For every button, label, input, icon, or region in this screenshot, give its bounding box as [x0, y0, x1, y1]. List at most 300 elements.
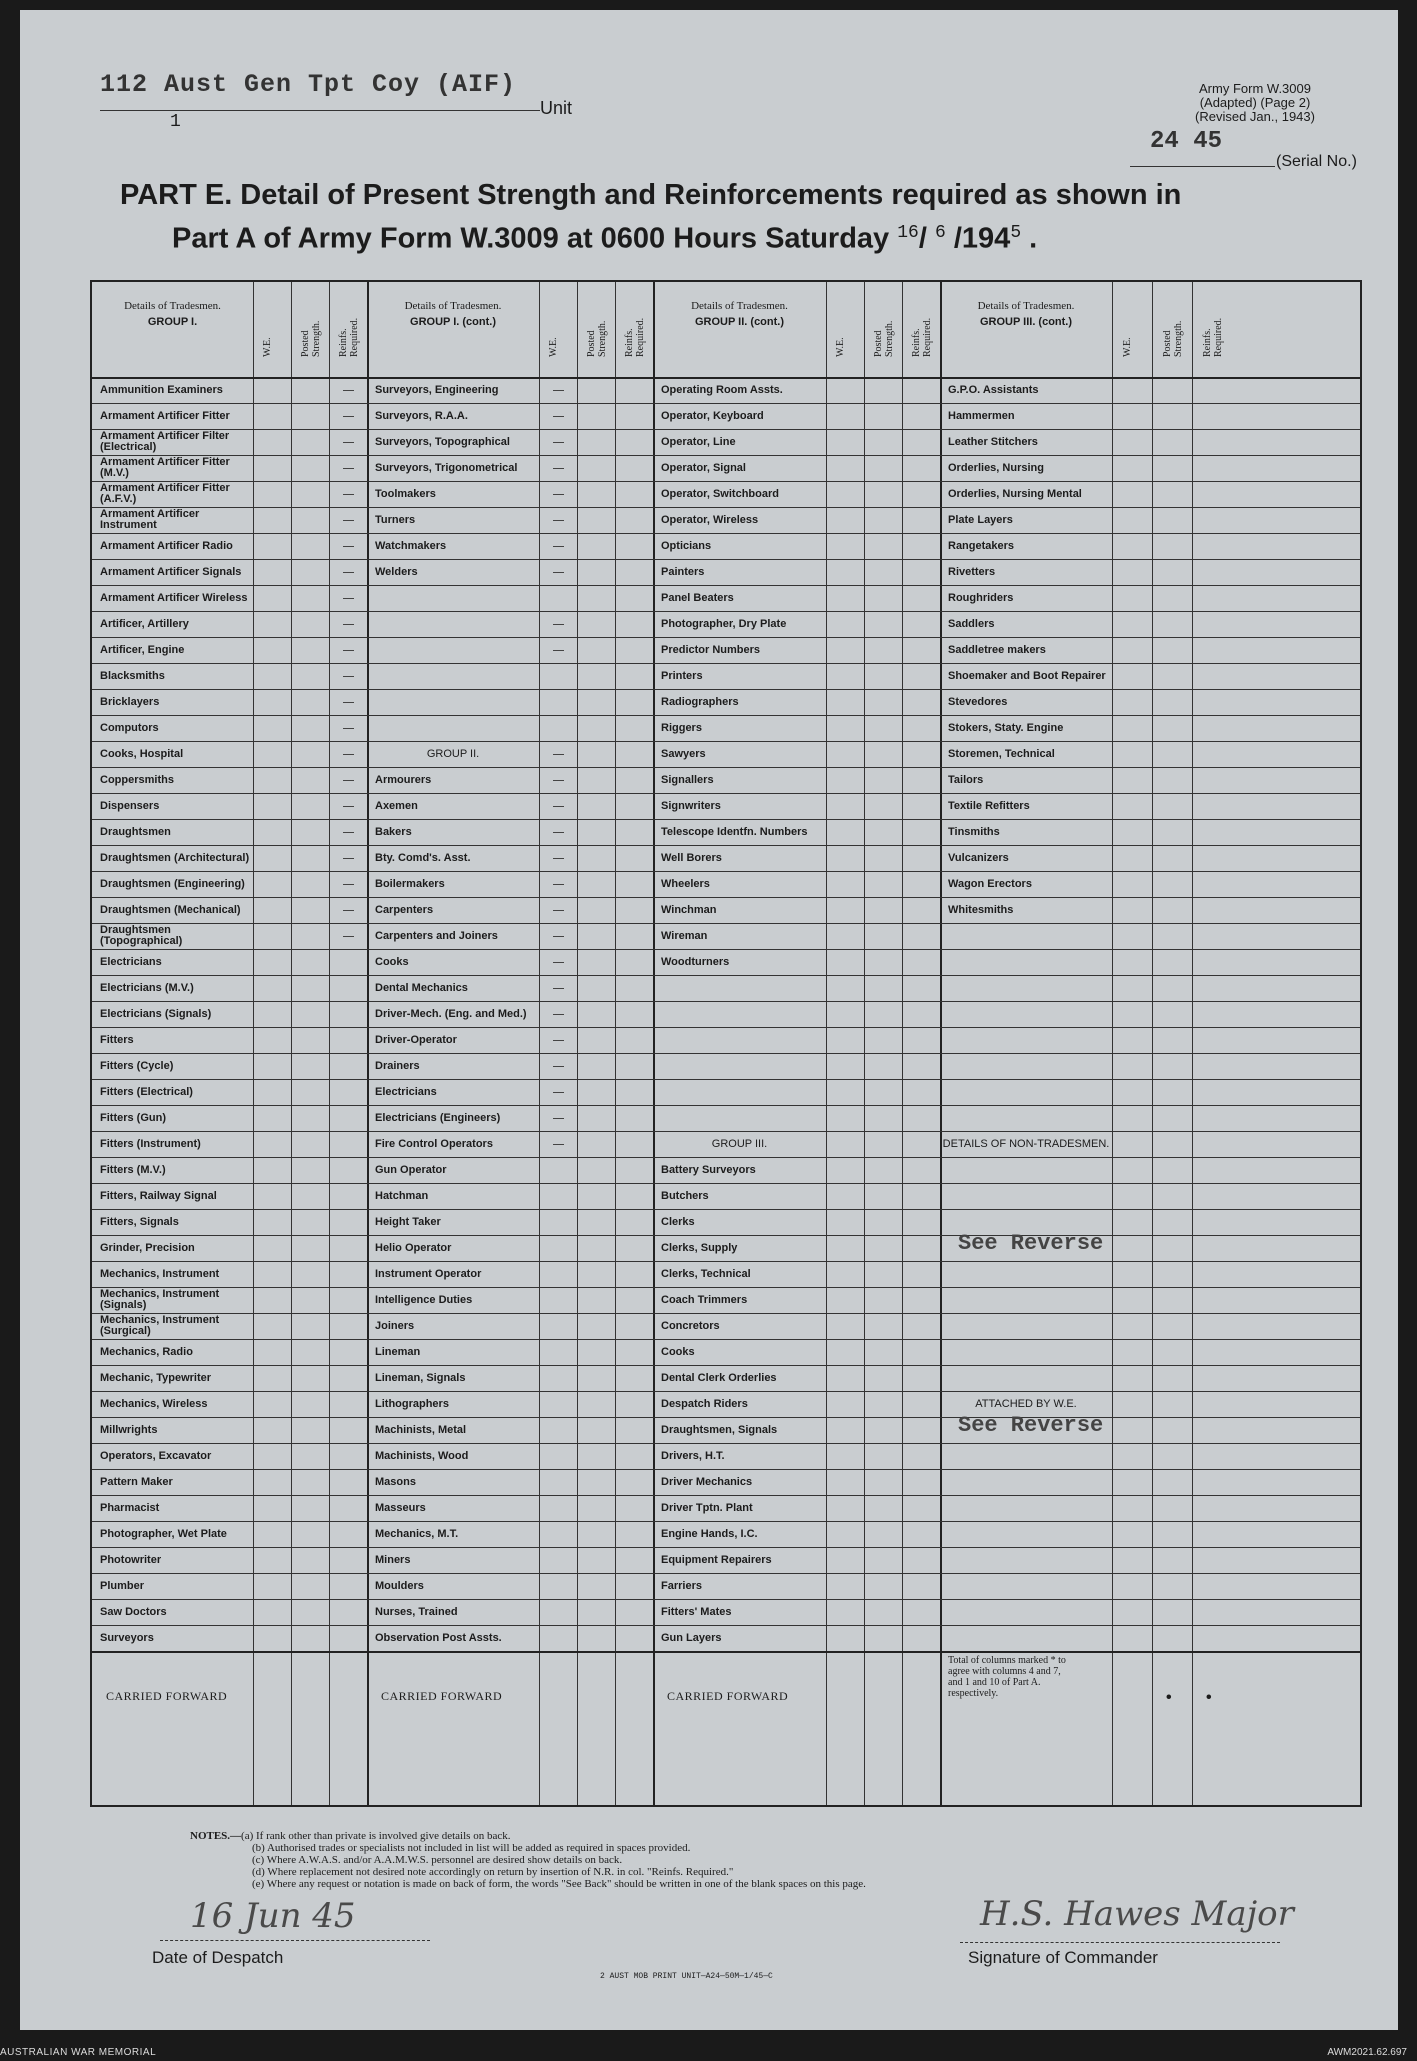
trade-label: Gun Layers — [661, 1631, 722, 1644]
trade-label: Intelligence Duties — [375, 1293, 473, 1306]
form-ref-line: Army Form W.3009 — [1199, 81, 1311, 96]
empty-entry-dash — [343, 442, 354, 443]
group-divider — [653, 282, 655, 1805]
trade-label: Fitters' Mates — [661, 1605, 732, 1618]
serial-number: 24 45 — [1150, 128, 1223, 155]
see-reverse-stamp: See Reverse — [958, 1231, 1104, 1256]
trade-label: Coach Trimmers — [661, 1293, 748, 1306]
row-rule — [92, 1521, 1360, 1522]
trade-label: Machinists, Metal — [375, 1423, 467, 1436]
trade-label: Masseurs — [375, 1501, 426, 1514]
trade-label: Cooks, Hospital — [100, 747, 184, 760]
reinfs-required-header: Reinfs. Required. — [911, 317, 933, 357]
empty-entry-dash — [553, 806, 564, 807]
empty-entry-dash — [553, 1092, 564, 1093]
empty-entry-dash — [343, 702, 354, 703]
trade-label: Operator, Switchboard — [661, 487, 779, 500]
trade-label: Mechanics, M.T. — [375, 1527, 459, 1540]
row-rule — [92, 923, 1360, 924]
title-year-prefix: /194 — [953, 222, 1011, 255]
empty-entry-dash — [343, 572, 354, 573]
column-header-details — [92, 300, 253, 328]
trade-label: Well Borers — [661, 851, 722, 864]
we-header: W.E. — [835, 337, 846, 357]
trade-label: Shoemaker and Boot Repairer — [948, 669, 1106, 682]
we-header: W.E. — [548, 337, 559, 357]
we-header: W.E. — [1122, 337, 1133, 357]
empty-entry-dash — [553, 1040, 564, 1041]
trade-label: Axemen — [375, 799, 418, 812]
form-sheet — [20, 10, 1398, 2030]
trade-label: Draughtsmen (Architectural) — [100, 851, 250, 864]
trade-label: Helio Operator — [375, 1241, 452, 1254]
tradesmen-table — [90, 280, 1362, 1807]
empty-entry-dash — [343, 416, 354, 417]
trade-label: Telescope Identfn. Numbers — [661, 825, 808, 838]
trade-label: Fitters (Electrical) — [100, 1085, 193, 1098]
trade-label: Artificer, Engine — [100, 643, 185, 656]
trade-label: Dental Clerk Orderlies — [661, 1371, 777, 1384]
trade-label: Draughtsmen (Topographical) — [100, 924, 183, 947]
row-rule — [92, 1235, 1360, 1236]
trade-label: Despatch Riders — [661, 1397, 748, 1410]
see-reverse-stamp: See Reverse — [958, 1413, 1104, 1438]
row-rule — [92, 689, 1360, 690]
empty-entry-dash — [343, 728, 354, 729]
unit-value: 112 Aust Gen Tpt Coy (AIF) — [100, 70, 517, 99]
trade-label: Drivers, H.T. — [661, 1449, 725, 1462]
row-rule — [92, 403, 1360, 404]
page-title — [120, 176, 1350, 258]
trade-label: Whitesmiths — [948, 903, 1014, 916]
details-header-text: Details of Tradesmen. — [691, 300, 788, 312]
trade-label: Signallers — [661, 773, 714, 786]
row-rule — [92, 741, 1360, 742]
form-ref-line: (Revised Jan., 1943) — [1195, 109, 1315, 124]
group-header: GROUP I. (cont.) — [410, 316, 496, 328]
trade-label: Stokers, Staty. Engine — [948, 721, 1064, 734]
details-header-text: Details of Tradesmen. — [977, 300, 1075, 312]
trade-label: Toolmakers — [375, 487, 436, 500]
section-heading: ATTACHED BY W.E. — [975, 1397, 1077, 1410]
trade-label: Cooks — [661, 1345, 695, 1358]
column-divider — [615, 282, 616, 1805]
empty-entry-dash — [553, 962, 564, 963]
empty-entry-dash — [343, 936, 354, 937]
row-rule — [92, 819, 1360, 820]
trade-label: Rangetakers — [948, 539, 1015, 552]
trade-label: Engine Hands, I.C. — [661, 1527, 758, 1540]
row-rule — [92, 1625, 1360, 1626]
trade-label: Armament Artificer Fitter (M.V.) — [100, 456, 230, 479]
empty-entry-dash — [343, 598, 354, 599]
trade-label: Mechanics, Wireless — [100, 1397, 208, 1410]
trade-label: Surveyors, R.A.A. — [375, 409, 468, 422]
trade-label: Armament Artificer Fitter (A.F.V.) — [100, 482, 230, 505]
trade-label: Photographer, Wet Plate — [100, 1527, 227, 1540]
details-header-text: Details of Tradesmen. — [404, 300, 502, 312]
trade-label: Moulders — [375, 1579, 424, 1592]
empty-entry-dash — [553, 546, 564, 547]
empty-entry-dash — [343, 858, 354, 859]
empty-entry-dash — [553, 1066, 564, 1067]
trade-label: Tailors — [948, 773, 984, 786]
trade-label: Stevedores — [948, 695, 1008, 708]
column-header-details — [940, 300, 1112, 328]
trade-label: Draughtsmen — [100, 825, 171, 838]
trade-label: Blacksmiths — [100, 669, 165, 682]
trade-label: Electricians — [375, 1085, 437, 1098]
trade-label: Rivetters — [948, 565, 996, 578]
trade-label: Surveyors, Trigonometrical — [375, 461, 518, 474]
row-rule — [92, 845, 1360, 846]
row-rule — [92, 455, 1360, 456]
trade-label: Carpenters — [375, 903, 434, 916]
trade-label: Painters — [661, 565, 705, 578]
signature-rule — [960, 1942, 1280, 1943]
trade-label: Bty. Comd's. Asst. — [375, 851, 471, 864]
empty-entry-dash — [553, 416, 564, 417]
trade-label: Bakers — [375, 825, 412, 838]
row-rule — [92, 793, 1360, 794]
trade-label: Driver-Operator — [375, 1033, 457, 1046]
trade-label: Armament Artificer Radio — [100, 539, 233, 552]
carried-forward-rule — [92, 1651, 1360, 1653]
trade-label: Pharmacist — [100, 1501, 160, 1514]
empty-entry-dash — [553, 754, 564, 755]
trade-label: Coppersmiths — [100, 773, 174, 786]
trade-label: Surveyors, Engineering — [375, 383, 499, 396]
column-divider — [1192, 282, 1193, 1805]
trade-label: Armament Artificer Signals — [100, 565, 242, 578]
trade-label: Boilermakers — [375, 877, 445, 890]
trade-label: Plumber — [100, 1579, 145, 1592]
section-heading: DETAILS OF NON-TRADESMEN. — [942, 1137, 1110, 1150]
trade-label: Surveyors — [100, 1631, 154, 1644]
row-rule — [92, 1209, 1360, 1210]
note-b: (b) Authorised trades or specialists not included in list will be added as required in spaces provided. — [252, 1842, 691, 1854]
trade-label: Signwriters — [661, 799, 721, 812]
trade-label: Mechanics, Instrument (Signals) — [100, 1288, 220, 1311]
row-rule — [92, 1495, 1360, 1496]
trade-label: Carpenters and Joiners — [375, 929, 498, 942]
trade-label: Electricians — [100, 955, 162, 968]
trade-label: Watchmakers — [375, 539, 447, 552]
trade-label: Leather Stitchers — [948, 435, 1038, 448]
trade-label: Armourers — [375, 773, 432, 786]
trade-label: Fitters (Gun) — [100, 1111, 166, 1124]
trade-label: Fitters (M.V.) — [100, 1163, 166, 1176]
column-divider — [253, 282, 254, 1805]
trade-label: Opticians — [661, 539, 712, 552]
trade-label: Concretors — [661, 1319, 720, 1332]
reinfs-required-header: Reinfs. Required. — [624, 317, 646, 357]
trade-label: Wagon Erectors — [948, 877, 1032, 890]
row-rule — [92, 767, 1360, 768]
trade-label: Masons — [375, 1475, 416, 1488]
empty-entry-dash — [343, 520, 354, 521]
empty-entry-dash — [553, 858, 564, 859]
trade-label: Saw Doctors — [100, 1605, 167, 1618]
trade-label: Riggers — [661, 721, 702, 734]
trade-label: Turners — [375, 513, 416, 526]
empty-entry-dash — [343, 494, 354, 495]
trade-label: Equipment Repairers — [661, 1553, 772, 1566]
row-rule — [92, 1313, 1360, 1314]
row-rule — [92, 1469, 1360, 1470]
trade-label: Driver Mechanics — [661, 1475, 753, 1488]
empty-entry-dash — [553, 910, 564, 911]
date-label: Date of Despatch — [152, 1948, 284, 1967]
notes — [190, 1830, 866, 1890]
unit-rule — [100, 110, 540, 111]
trade-label: Fire Control Operators — [375, 1137, 493, 1150]
trade-label: Electricians (M.V.) — [100, 981, 194, 994]
row-rule — [92, 1261, 1360, 1262]
row-rule — [92, 1547, 1360, 1548]
empty-entry-dash — [553, 572, 564, 573]
trade-label: Armament Artificer Fitter — [100, 409, 230, 422]
trade-label: Pattern Maker — [100, 1475, 173, 1488]
trade-label: Clerks — [661, 1215, 695, 1228]
total-note: Total of columns marked * to agree with columns 4 and 7, and 1 and 10 of Part A. respectively. — [948, 1655, 1066, 1699]
trade-label: Textile Refitters — [948, 799, 1030, 812]
we-header: W.E. — [262, 337, 273, 357]
trade-label: Fitters, Railway Signal — [100, 1189, 217, 1202]
trade-label: Artificer, Artillery — [100, 617, 189, 630]
row-rule — [92, 1417, 1360, 1418]
empty-entry-dash — [553, 832, 564, 833]
trade-label: Clerks, Technical — [661, 1267, 751, 1280]
date-rule — [160, 1940, 430, 1941]
row-rule — [92, 975, 1360, 976]
empty-entry-dash — [343, 468, 354, 469]
empty-entry-dash — [553, 520, 564, 521]
empty-entry-dash — [343, 624, 354, 625]
empty-entry-dash — [343, 650, 354, 651]
trade-label: Clerks, Supply — [661, 1241, 738, 1254]
trade-label: Fitters (Cycle) — [100, 1059, 174, 1072]
trade-label: Operator, Signal — [661, 461, 746, 474]
date-handwritten: 16 Jun 45 — [190, 1896, 356, 1936]
column-divider — [826, 282, 827, 1805]
row-rule — [92, 1157, 1360, 1158]
title-year-suffix: 5 — [1010, 223, 1022, 243]
column-divider — [577, 282, 578, 1805]
column-divider — [1152, 282, 1153, 1805]
row-rule — [92, 1079, 1360, 1080]
trade-label: Ammunition Examiners — [100, 383, 223, 396]
title-sep: / — [918, 222, 927, 255]
trade-label: Fitters — [100, 1033, 134, 1046]
trade-label: Photowriter — [100, 1553, 162, 1566]
trade-label: Height Taker — [375, 1215, 441, 1228]
trade-label: Machinists, Wood — [375, 1449, 469, 1462]
commander-signature: H.S. Hawes Major — [980, 1894, 1294, 1934]
row-rule — [92, 1391, 1360, 1392]
empty-entry-dash — [553, 884, 564, 885]
trade-label: Electricians (Engineers) — [375, 1111, 501, 1124]
empty-entry-dash — [343, 754, 354, 755]
row-rule — [92, 897, 1360, 898]
header-rule — [92, 377, 1360, 379]
trade-label: Plate Layers — [948, 513, 1013, 526]
trade-label: Vulcanizers — [948, 851, 1009, 864]
note-c: (c) Where A.W.A.S. and/or A.A.M.W.S. personnel are desired show details on back. — [252, 1854, 623, 1866]
row-rule — [92, 1573, 1360, 1574]
trade-label: Lithographers — [375, 1397, 449, 1410]
row-rule — [92, 1105, 1360, 1106]
note-a — [190, 1830, 866, 1842]
trade-label: Panel Beaters — [661, 591, 734, 604]
trade-label: Operator, Keyboard — [661, 409, 764, 422]
trade-label: Wheelers — [661, 877, 710, 890]
row-rule — [92, 871, 1360, 872]
trade-label: Armament Artificer Filter (Electrical) — [100, 430, 230, 453]
trade-label: Dispensers — [100, 799, 160, 812]
empty-entry-dash — [343, 546, 354, 547]
trade-label: Mechanics, Instrument — [100, 1267, 220, 1280]
total-marker: • — [1166, 1689, 1172, 1706]
trade-label: Roughriders — [948, 591, 1014, 604]
empty-entry-dash — [343, 780, 354, 781]
posted-strength-header: Posted Strength. — [873, 320, 895, 357]
carried-forward-label: CARRIED FORWARD — [667, 1689, 789, 1703]
trade-label: Lineman — [375, 1345, 421, 1358]
section-heading: GROUP II. — [426, 747, 480, 760]
trade-label: Instrument Operator — [375, 1267, 482, 1280]
trade-label: Miners — [375, 1553, 411, 1566]
title-line-1: PART E. Detail of Present Strength and Reinforcements required as shown in — [120, 179, 1182, 211]
trade-label: Cooks — [375, 955, 409, 968]
row-rule — [92, 715, 1360, 716]
trade-label: Driver-Mech. (Eng. and Med.) — [375, 1007, 527, 1020]
trade-label: Operator, Wireless — [661, 513, 759, 526]
trade-label: Operating Room Assts. — [661, 383, 783, 396]
unit-label: Unit — [540, 98, 573, 118]
trade-label: Tinsmiths — [948, 825, 1000, 838]
trade-label: Draughtsmen, Signals — [661, 1423, 778, 1436]
posted-strength-header: Posted Strength. — [300, 320, 322, 357]
trade-label: Winchman — [661, 903, 717, 916]
carried-forward-label: CARRIED FORWARD — [381, 1689, 503, 1703]
trade-label: Armament Artificer Wireless — [100, 591, 248, 604]
reinfs-required-header: Reinfs. Required. — [338, 317, 360, 357]
row-rule — [92, 559, 1360, 560]
row-rule — [92, 481, 1360, 482]
note-a-text: (a) If rank other than private is involved give details on back. — [241, 1830, 511, 1842]
title-line-2-text: Part A of Army Form W.3009 at 0600 Hours Saturday — [172, 222, 890, 255]
row-rule — [92, 637, 1360, 638]
row-rule — [92, 1027, 1360, 1028]
trade-label: Battery Surveyors — [661, 1163, 756, 1176]
trade-label: Predictor Numbers — [661, 643, 761, 656]
trade-label: Mechanics, Instrument (Surgical) — [100, 1314, 220, 1337]
trade-label: Bricklayers — [100, 695, 160, 708]
empty-entry-dash — [553, 494, 564, 495]
column-divider — [539, 282, 540, 1805]
column-header-details — [367, 300, 539, 328]
group-header: GROUP I. — [147, 316, 198, 328]
trade-label: Gun Operator — [375, 1163, 447, 1176]
trade-label: Operators, Excavator — [100, 1449, 212, 1462]
trade-label: Mechanic, Typewriter — [100, 1371, 212, 1384]
row-rule — [92, 1183, 1360, 1184]
trade-label: Millwrights — [100, 1423, 158, 1436]
trade-label: Butchers — [661, 1189, 709, 1202]
total-marker: • — [1206, 1689, 1212, 1706]
trade-label: Draughtsmen (Mechanical) — [100, 903, 241, 916]
trade-label: Wireman — [661, 929, 708, 942]
column-divider — [902, 282, 903, 1805]
row-rule — [92, 585, 1360, 586]
trade-label: Dental Mechanics — [375, 981, 468, 994]
trade-label: Electricians (Signals) — [100, 1007, 212, 1020]
empty-entry-dash — [553, 468, 564, 469]
trade-label: Farriers — [661, 1579, 702, 1592]
trade-label: Woodturners — [661, 955, 730, 968]
trade-label: Nurses, Trained — [375, 1605, 458, 1618]
empty-entry-dash — [553, 780, 564, 781]
notes-label: NOTES.— — [190, 1830, 242, 1842]
section-heading: GROUP III. — [711, 1137, 768, 1150]
serial-label: (Serial No.) — [1276, 153, 1357, 170]
trade-label: Observation Post Assts. — [375, 1631, 502, 1644]
empty-entry-dash — [553, 624, 564, 625]
row-rule — [92, 1001, 1360, 1002]
row-rule — [92, 663, 1360, 664]
trade-label: Joiners — [375, 1319, 415, 1332]
empty-entry-dash — [553, 1118, 564, 1119]
empty-entry-dash — [553, 650, 564, 651]
title-month: 6 — [934, 223, 946, 243]
trade-label: Fitters, Signals — [100, 1215, 179, 1228]
form-ref-line: (Adapted) (Page 2) — [1199, 95, 1311, 110]
trade-label: Orderlies, Nursing Mental — [948, 487, 1082, 500]
row-rule — [92, 611, 1360, 612]
empty-entry-dash — [343, 910, 354, 911]
empty-entry-dash — [553, 936, 564, 937]
form-reference — [1155, 82, 1355, 124]
trade-label: Surveyors, Topographical — [375, 435, 510, 448]
trade-label: Printers — [661, 669, 703, 682]
empty-entry-dash — [343, 806, 354, 807]
empty-entry-dash — [343, 884, 354, 885]
trade-label: Photographer, Dry Plate — [661, 617, 787, 630]
trade-label: Hatchman — [375, 1189, 429, 1202]
column-divider — [1112, 282, 1113, 1805]
row-rule — [92, 949, 1360, 950]
trade-label: Mechanics, Radio — [100, 1345, 193, 1358]
trade-label: Sawyers — [661, 747, 706, 760]
trade-label: Computors — [100, 721, 159, 734]
trade-label: Armament Artificer Instrument — [100, 508, 200, 531]
empty-entry-dash — [343, 832, 354, 833]
title-line-2: Part A of Army Form W.3009 at 0600 Hours Saturday $^{16}$/ $^6$ $/194^5$ . — [172, 222, 1038, 255]
posted-strength-header: Posted Strength. — [1162, 320, 1184, 357]
unit-mark: 1 — [170, 112, 181, 132]
serial-rule — [1130, 166, 1275, 167]
group-divider — [367, 282, 369, 1805]
row-rule — [92, 1131, 1360, 1132]
trade-label: Storemen, Technical — [948, 747, 1055, 760]
row-rule — [92, 1599, 1360, 1600]
signature-label: Signature of Commander — [968, 1948, 1158, 1967]
note-e: (e) Where any request or notation is made on back of form, the words "See Back" should be written in one of the blank spaces on this page. — [252, 1878, 866, 1890]
group-header: GROUP III. (cont.) — [979, 316, 1073, 328]
row-rule — [92, 533, 1360, 534]
printer-imprint: 2 AUST MOB PRINT UNIT—A24—50M—1/45—C — [600, 1972, 773, 1981]
